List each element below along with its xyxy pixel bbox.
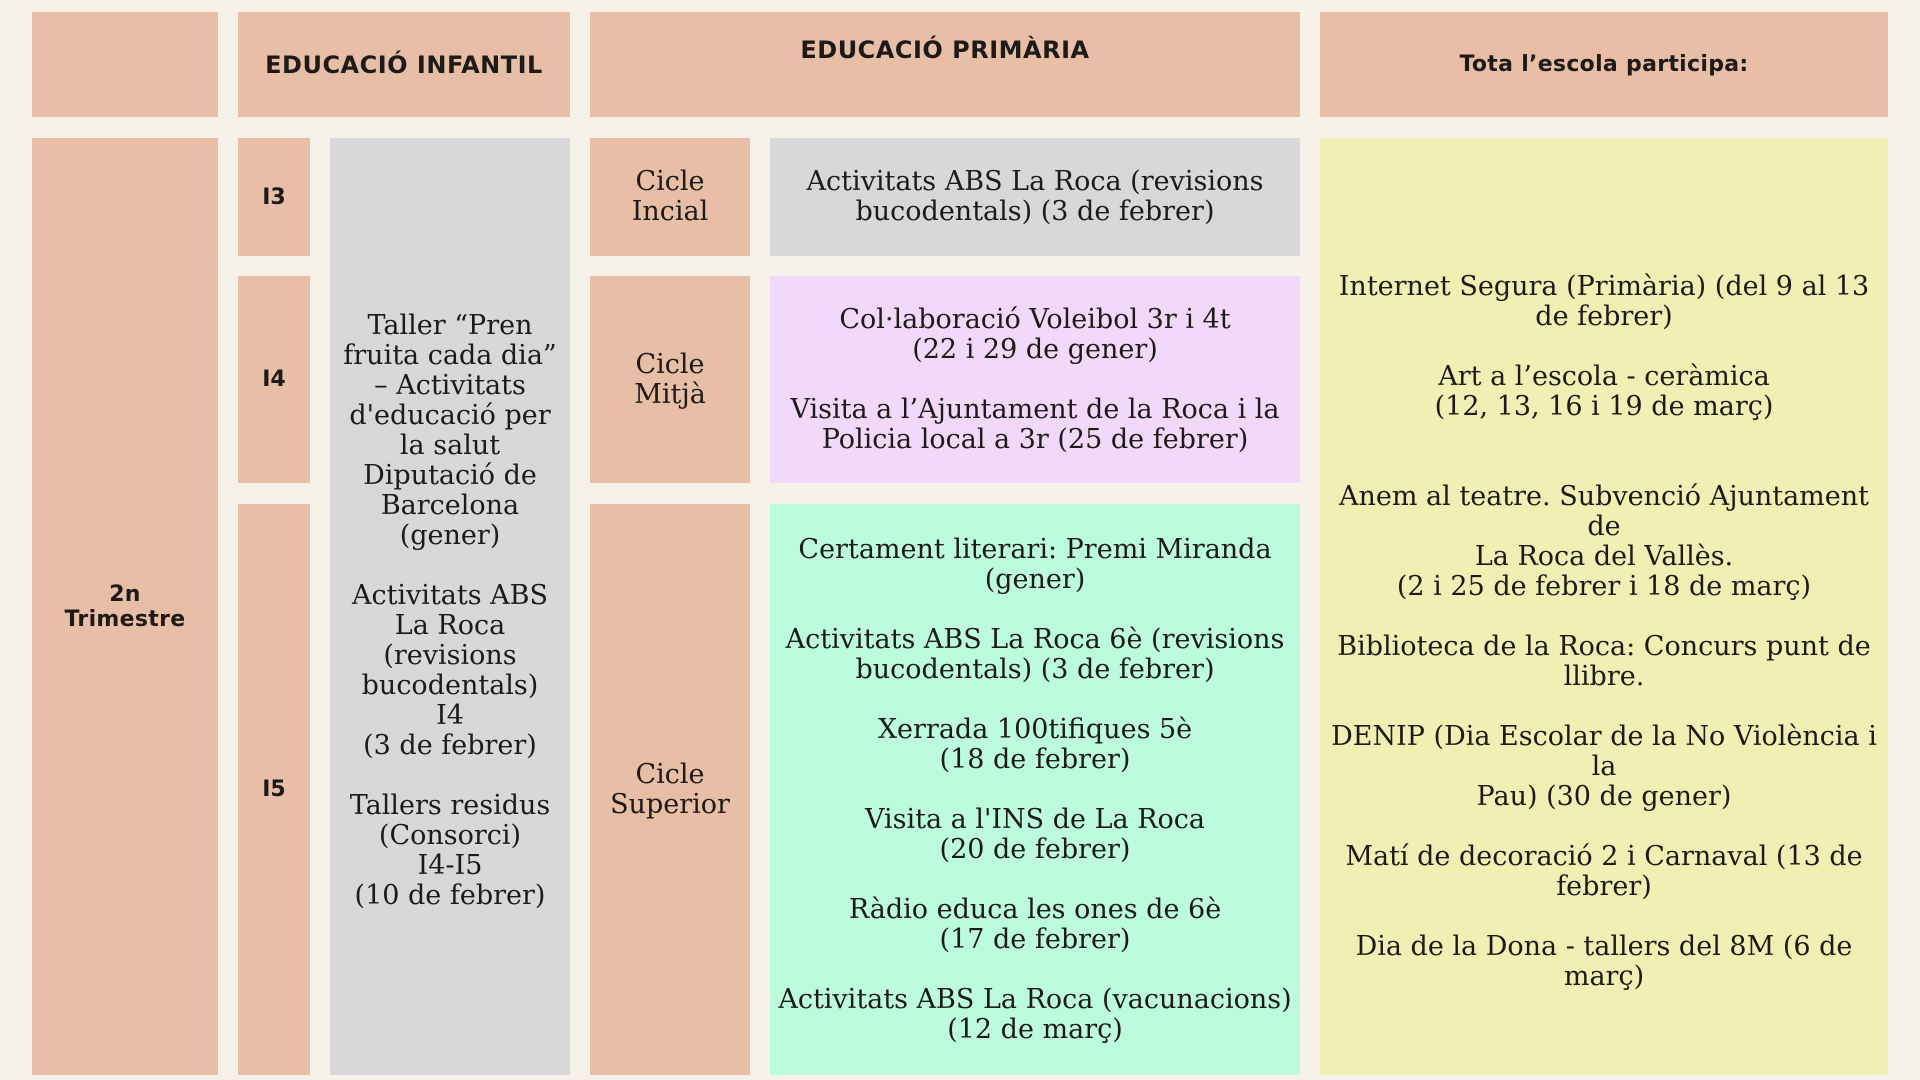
header-primaria-label: EDUCACIÓ PRIMÀRIA (800, 36, 1090, 64)
cycle-inicial (590, 138, 750, 256)
escola-activity: Biblioteca de la Roca: Concurs punt de llibre. (1337, 631, 1871, 692)
cycle-superior (590, 504, 750, 1075)
escola-activity: DENIP (Dia Escolar de la No Violència i la Pau) (30 de gener) (1331, 721, 1877, 812)
cycle-mitja (590, 276, 750, 483)
escola-activity: Matí de decoració 2 i Carnaval (13 de febrer) (1345, 841, 1863, 902)
level-i4 (238, 276, 310, 483)
level-i3 (238, 138, 310, 256)
mitja-activity: Visita a l’Ajuntament de la Roca i la Policia local a 3r (25 de febrer) (790, 393, 1280, 455)
superior-activity: Ràdio educa les ones de 6è (17 de febrer) (848, 893, 1222, 955)
infantil-activities (330, 138, 570, 1075)
header-infantil-label: EDUCACIÓ INFANTIL (265, 50, 543, 79)
level-i5-label: I5 (262, 777, 286, 802)
superior-activity: Certament literari: Premi Miranda (gener) (798, 533, 1272, 595)
trimester-label: 2n Trimestre (64, 581, 186, 632)
inicial-activities (770, 138, 1300, 256)
trimester-cell (32, 138, 218, 1075)
superior-activities (770, 504, 1300, 1075)
header-primaria (590, 12, 1300, 117)
cycle-inicial-label: Cicle Incial (631, 166, 709, 227)
escola-activity: Internet Segura (Primària) (del 9 al 13 de febrer) (1338, 271, 1870, 332)
header-escola (1320, 12, 1888, 117)
superior-activity: Visita a l'INS de La Roca (20 de febrer) (864, 803, 1206, 865)
escola-activities (1320, 138, 1888, 1075)
superior-activity: Activitats ABS La Roca 6è (revisions bucodentals) (3 de febrer) (785, 623, 1285, 685)
level-i4-label: I4 (262, 367, 286, 392)
level-i5 (238, 504, 310, 1075)
superior-activity: Xerrada 100tifiques 5è (18 de febrer) (877, 713, 1193, 775)
mitja-activity: Col·laboració Voleibol 3r i 4t (22 i 29 de gener) (839, 303, 1231, 365)
header-infantil (238, 12, 570, 117)
infantil-activity: Activitats ABS La Roca (revisions bucodentals) I4 (3 de febrer) (351, 579, 549, 761)
cycle-superior-label: Cicle Superior (610, 758, 730, 820)
header-escola-label: Tota l’escola participa: (1459, 52, 1749, 77)
escola-activity: Dia de la Dona - tallers del 8M (6 de març) (1355, 931, 1853, 992)
header-corner (32, 12, 218, 117)
infantil-activity: Tallers residus (Consorci) I4-I5 (10 de febrer) (349, 789, 551, 911)
infantil-activity: Taller “Pren fruita cada dia” – Activitats d'educació per la salut Diputació de Barcelona (gener) (343, 309, 557, 551)
escola-activity: Art a l’escola - ceràmica (12, 13, 16 i 19 de març) (1434, 361, 1774, 422)
mitja-activities (770, 276, 1300, 483)
superior-activity: Activitats ABS La Roca (vacunacions) (12 de març) (778, 983, 1292, 1045)
level-i3-label: I3 (262, 184, 286, 210)
cycle-mitja-label: Cicle Mitjà (634, 348, 706, 410)
inicial-activity: Activitats ABS La Roca (revisions bucodentals) (3 de febrer) (806, 166, 1264, 227)
escola-activity: Anem al teatre. Subvenció Ajuntament de La Roca del Vallès. (2 i 25 de febrer i 18 de març) (1339, 481, 1869, 602)
